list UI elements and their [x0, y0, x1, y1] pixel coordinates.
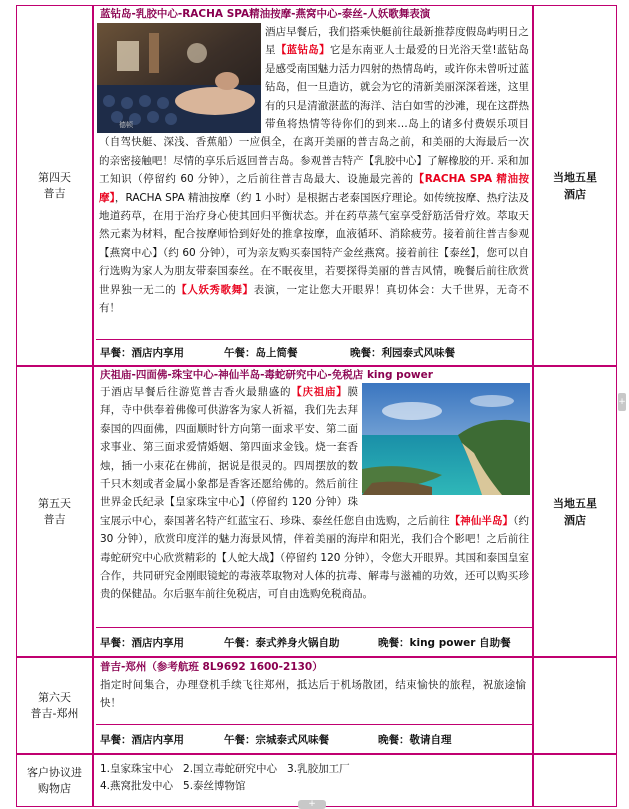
day4-text-4: 表演，一定让您大开眼界！真切体会：大千世界，无奇不有！: [99, 283, 530, 315]
day4-text-1: 酒店早餐后，我们搭乘快艇前往最新推荐度假岛屿明日之星: [265, 26, 529, 57]
day5-breakfast: 早餐：酒店内享用: [100, 636, 184, 649]
day4-description: [96, 21, 532, 331]
day6-meals: [96, 724, 532, 753]
day4-highlight-spa: 【RACHA SPA 精油按摩】: [99, 173, 530, 204]
day6-place-label: 普吉-郑州: [30, 706, 79, 720]
day6-description: 指定时间集合，办理登机手续飞往郑州，抵达后于机场散团，结束愉快的旅程，祝旅途愉快！: [100, 679, 526, 710]
spa-massage-photo: [97, 23, 261, 133]
day4-text-3: ，RACHA SPA 精油按摩（约 1 小时）是根据古老泰国医疗理论。如传统按摩、热疗法及地道药草，在用于治疗身心使其回归平衡状态。并在药草蒸气室享受舒筋活骨疗效。萃取天然元素为材料，配合按摩师恰到好处的推拿按摩，血液循环、消除疲劳。接着前往普吉参观【燕窝中心】（约 60 分钟），可为亲友购买泰国特产金丝燕窝。接着前往【泰丝】，您可以自行选购为家人为朋友带泰国泰丝。在不眠夜里，若要探得美丽的普吉风情，晚餐后前往欣赏世界独一无二的: [99, 191, 529, 296]
shops-list-line2: 4.燕窝批发中心 5.泰丝博物馆: [100, 780, 246, 792]
day5-text-1: 于酒店早餐后往游览普吉香火最鼎盛的: [100, 386, 292, 398]
day4-place-label: 普吉: [43, 186, 66, 200]
shops-hotel-cell: [532, 755, 616, 806]
day6-title: 普吉-郑州（参考航班 8L9692 1600-2130）: [100, 661, 323, 673]
itinerary-table: [16, 5, 617, 807]
day4-highlight-show: 【人妖秀歌舞】: [176, 283, 254, 296]
day5-hotel-cell: [532, 367, 616, 656]
day5-description: [96, 382, 532, 627]
day6-breakfast: 早餐：酒店内享用: [100, 733, 184, 746]
plus-icon: +: [618, 397, 626, 407]
day5-day-label: 第五天: [38, 496, 71, 510]
shops-label-line1: 客户协议进: [27, 765, 82, 779]
day4-hotel-line2: 酒店: [564, 187, 586, 201]
day6-row: [17, 658, 616, 753]
day5-dinner: 晚餐：king power 自助餐: [378, 636, 511, 649]
day5-main-cell: [96, 367, 532, 656]
resize-right-handle[interactable]: [618, 393, 626, 411]
day6-hotel-cell: [532, 658, 616, 753]
day5-text-3: （约 30 分钟），欣赏印度洋的魅力海景风情，伴着美丽的海岸和阳光，我们合个影吧！之后前往毒蛇研究中心欣赏精彩的【人蛇大战】（停留约 120 分钟），令您大开眼界。其国和泰国皇室合作，共同研究金刚眼镜蛇的毒液萃取物对人体的抗毒、解毒与滋補的功效，还可以购买珍贵的保健品。尔后驱车前往免税店，可自由选购免税商品。: [100, 514, 529, 601]
day4-meals: [96, 339, 532, 365]
shops-list-line1: 1.皇家珠宝中心 2.国立毒蛇研究中心 3.乳胶加工厂: [100, 763, 350, 775]
day4-row: [17, 6, 616, 365]
day4-main-cell: [96, 6, 532, 365]
day5-title: 庆祖庙-四面佛-珠宝中心-神仙半岛-毒蛇研究中心-免税店 king power: [100, 369, 433, 381]
day4-hotel-cell: [532, 6, 616, 365]
svg-text:德顿: 德顿: [119, 121, 133, 129]
day5-highlight-temple: 【庆祖庙】: [291, 386, 348, 398]
day4-breakfast: 早餐：酒店内享用: [100, 347, 184, 359]
day5-row: [17, 367, 616, 656]
day5-hotel-line2: 酒店: [564, 513, 586, 527]
day5-text-2: 膜拜，寺中供奉着佛像可供游客为家人祈福，我们先去拜泰国的四面佛，四面顺时针方向第一面求平安、第二面求事业、第三面求爱情婚姻、第四面求金钱。烧一套香烛，插一小束花在佛前，据说是很灵的。四周摆放的数千只木刻或者金属小象都是香客还愿给佛的。然后前往世界金氏纪录【皇家珠宝中心】（停留约 120 分钟）珠宝展示中心，泰国著名特产红蓝宝石、珍珠、泰丝任您自由选购，之后前往: [100, 386, 450, 527]
day5-place-label: 普吉: [43, 512, 66, 526]
day6-main-cell: [96, 658, 532, 753]
shops-label-line2: 购物店: [38, 781, 71, 795]
day5-day-cell: [17, 367, 94, 656]
day4-day-label: 第四天: [38, 170, 71, 184]
day4-title: 蓝钻岛-乳胶中心-RACHA SPA精油按摩-燕窝中心-泰丝-人妖歌舞表演: [100, 8, 431, 20]
beach-coast-photo: [362, 383, 530, 495]
day4-hotel-line1: 当地五星: [553, 170, 597, 184]
day6-day-label: 第六天: [38, 690, 71, 704]
resize-bottom-handle[interactable]: [298, 800, 326, 809]
day4-lunch: 午餐：岛上简餐: [224, 347, 298, 359]
day6-lunch: 午餐：宗城泰式风味餐: [224, 733, 329, 746]
plus-icon: +: [308, 799, 316, 809]
day4-day-cell: [17, 6, 94, 365]
day4-highlight-bluediamond: 【蓝钻岛】: [275, 44, 330, 57]
day4-text-2: 它是东南亚人士最爱的日光浴天堂!蓝钻岛是感受南国魅力活力四射的热情岛屿，或许你未曾听过蓝钻岛，但一旦造访，就会为它的清新美丽深深着迷，这里有的只是清澈湛蓝的海洋、洁白如雪的沙滩，现在这群热带鱼将热情等待你们的到来…岛上的诸多付费娱乐项目（自驾快艇、深浅、香蕉船）一应俱全，在离开美丽的普吉岛之前，和美丽的大海最后一次的亲密接触吧！尽情的享乐后返回普吉岛。参观普吉特产【乳胶中心】了解橡胶的开. 采和加工知识（停留约 60 分钟），之后前往普吉岛最大、设施最完善的: [99, 44, 529, 186]
day5-meals: [96, 627, 532, 656]
day6-day-cell: [17, 658, 94, 753]
day6-dinner: 晚餐：敬请自理: [378, 733, 452, 746]
day4-dinner: 晚餐：利园泰式风味餐: [350, 347, 455, 359]
shops-label-cell: [17, 755, 94, 806]
day5-hotel-line1: 当地五星: [553, 496, 597, 510]
day5-highlight-cape: 【神仙半岛】: [449, 514, 514, 527]
shops-row: [17, 755, 616, 806]
day5-lunch: 午餐：泰式养身火锅自助: [224, 636, 340, 649]
